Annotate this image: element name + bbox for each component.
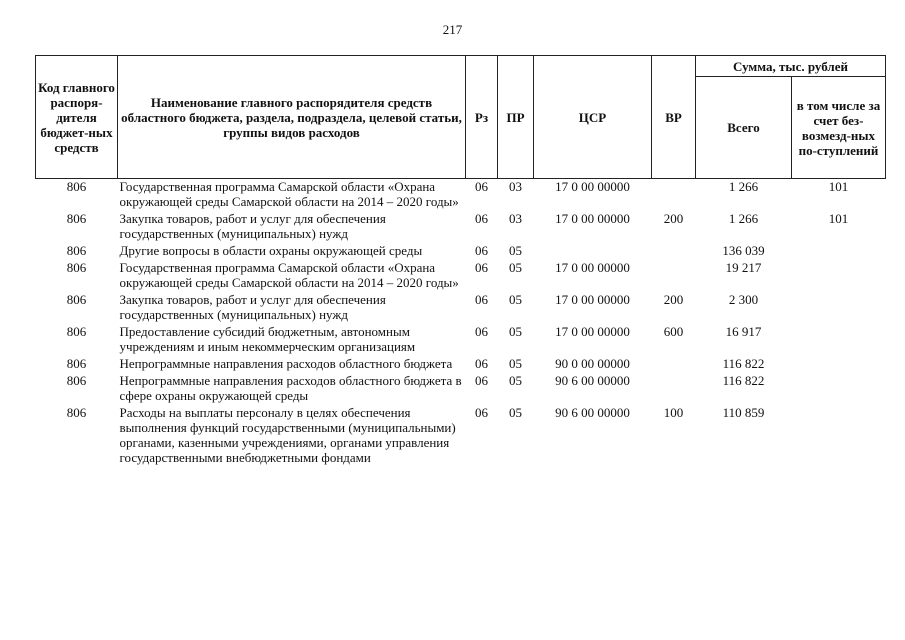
cell-total: 110 859 <box>722 405 765 420</box>
cell-code: 806 <box>66 356 87 371</box>
cell-rz: 06 <box>475 243 488 258</box>
cell-csr: 17 0 00 00000 <box>555 324 630 339</box>
cell-vr: 200 <box>663 211 684 226</box>
cell-pr: 05 <box>509 243 522 258</box>
cell-pr: 05 <box>509 260 522 275</box>
header-name: Наименование главного распорядителя средств областного бюджета, раздела, подраздела, целевой статьи, группы видов расходов <box>118 56 466 179</box>
table-row <box>36 405 886 465</box>
cell-code: 806 <box>66 211 87 226</box>
cell-rz: 06 <box>475 179 488 194</box>
cell-name: Предоставление субсидий бюджетным, автономным учреждениям и иным некоммерческим организациям <box>119 324 416 354</box>
cell-name: Государственная программа Самарской области «Охрана окружающей среды Самарской области на 2014 – 2020 годы» <box>119 260 459 290</box>
cell-csr: 90 6 00 00000 <box>555 373 630 388</box>
cell-name: Закупка товаров, работ и услуг для обеспечения государственных (муниципальных) нужд <box>119 211 386 241</box>
cell-code: 806 <box>66 324 87 339</box>
cell-rz: 06 <box>475 373 488 388</box>
header-pr: ПР <box>498 56 534 179</box>
cell-free <box>792 324 886 354</box>
cell-free <box>792 292 886 322</box>
page-number: 217 <box>442 22 463 37</box>
cell-name: Закупка товаров, работ и услуг для обеспечения государственных (муниципальных) нужд <box>119 292 386 322</box>
table-header <box>36 56 886 179</box>
header-code: Код главного распоря-дителя бюджет-ных средств <box>36 56 118 179</box>
cell-pr: 05 <box>509 405 522 420</box>
cell-vr <box>652 373 696 403</box>
cell-vr <box>652 179 696 210</box>
cell-csr: 17 0 00 00000 <box>555 211 630 226</box>
table-row <box>36 243 886 258</box>
cell-free: 101 <box>828 211 849 226</box>
cell-code: 806 <box>66 292 87 307</box>
cell-pr: 03 <box>509 211 522 226</box>
table-row <box>36 179 886 210</box>
cell-csr <box>534 243 652 258</box>
table-row <box>36 292 886 322</box>
cell-total: 116 822 <box>722 373 765 388</box>
cell-vr <box>652 356 696 371</box>
cell-total: 1 266 <box>728 179 759 194</box>
cell-code: 806 <box>66 179 87 194</box>
cell-csr: 17 0 00 00000 <box>555 179 630 194</box>
cell-total: 16 917 <box>725 324 762 339</box>
cell-total: 19 217 <box>725 260 762 275</box>
cell-csr: 90 0 00 00000 <box>555 356 630 371</box>
cell-total: 1 266 <box>728 211 759 226</box>
cell-pr: 05 <box>509 292 522 307</box>
table-row <box>36 211 886 241</box>
table-body <box>36 179 886 468</box>
row-spacer <box>36 465 886 467</box>
cell-rz: 06 <box>475 260 488 275</box>
header-total: Всего <box>696 77 792 179</box>
cell-rz: 06 <box>475 211 488 226</box>
cell-rz: 06 <box>475 356 488 371</box>
cell-name: Непрограммные направления расходов областного бюджета в сфере охраны окружающей среды <box>119 373 462 403</box>
row-spacer-cell <box>36 465 886 467</box>
cell-pr: 03 <box>509 179 522 194</box>
cell-pr: 05 <box>509 373 522 388</box>
cell-rz: 06 <box>475 292 488 307</box>
cell-pr: 05 <box>509 356 522 371</box>
table-row <box>36 260 886 290</box>
cell-code: 806 <box>66 405 87 420</box>
cell-free <box>792 356 886 371</box>
cell-csr: 17 0 00 00000 <box>555 292 630 307</box>
header-sum: Сумма, тыс. рублей <box>696 56 886 77</box>
cell-code: 806 <box>66 243 87 258</box>
cell-vr: 200 <box>663 292 684 307</box>
table-row <box>36 324 886 354</box>
table-row <box>36 356 886 371</box>
cell-total: 116 822 <box>722 356 765 371</box>
cell-csr: 90 6 00 00000 <box>555 405 630 420</box>
cell-vr <box>652 260 696 290</box>
cell-pr: 05 <box>509 324 522 339</box>
header-rz: Рз <box>466 56 498 179</box>
cell-vr: 600 <box>663 324 684 339</box>
header-csr: ЦСР <box>534 56 652 179</box>
cell-name: Расходы на выплаты персоналу в целях обеспечения выполнения функций государственными (муниципальными) органами, казенными учреждениями, органами управления государственными внебюджетными фондами <box>119 405 456 465</box>
cell-total: 2 300 <box>728 292 759 307</box>
cell-free <box>792 373 886 403</box>
cell-name: Другие вопросы в области охраны окружающей среды <box>119 243 423 258</box>
cell-name: Непрограммные направления расходов областного бюджета <box>119 356 453 371</box>
cell-total: 136 039 <box>722 243 765 258</box>
cell-free <box>792 243 886 258</box>
cell-vr <box>652 243 696 258</box>
cell-code: 806 <box>66 373 87 388</box>
cell-vr: 100 <box>663 405 684 420</box>
cell-rz: 06 <box>475 324 488 339</box>
header-free: в том числе за счет без-возмезд-ных по-ступлений <box>792 77 886 179</box>
cell-free <box>792 405 886 465</box>
cell-rz: 06 <box>475 405 488 420</box>
budget-table <box>35 55 886 467</box>
cell-code: 806 <box>66 260 87 275</box>
cell-name: Государственная программа Самарской области «Охрана окружающей среды Самарской области на 2014 – 2020 годы» <box>119 179 459 209</box>
cell-free <box>792 260 886 290</box>
cell-free: 101 <box>828 179 849 194</box>
cell-csr: 17 0 00 00000 <box>555 260 630 275</box>
table-row <box>36 373 886 403</box>
header-vr: ВР <box>652 56 696 179</box>
